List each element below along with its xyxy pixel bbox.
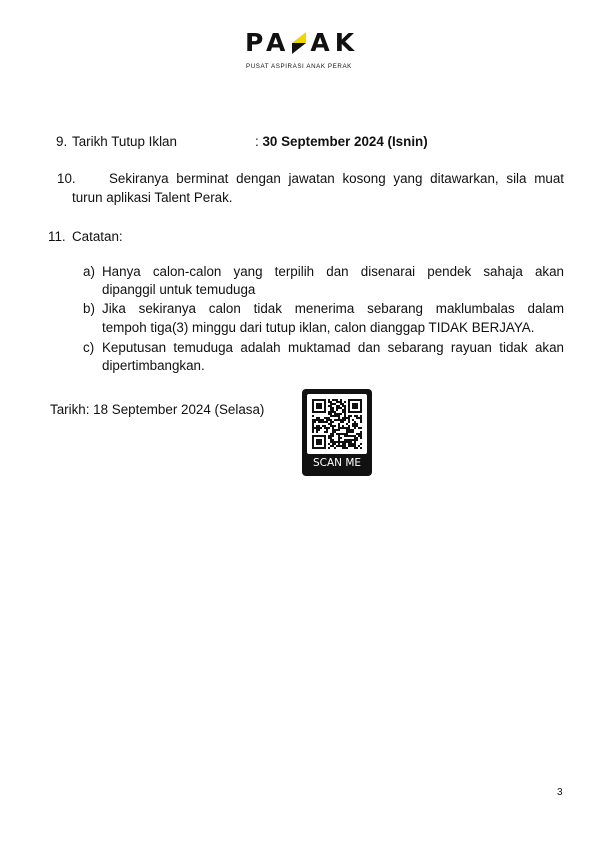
note-a-line1: Hanya calon-calon yang terpilih dan disenarai pendek sahaja akan — [102, 264, 564, 279]
date-line: Tarikh: 18 September 2024 (Selasa) — [50, 402, 265, 417]
item-10-line2: turun aplikasi Talent Perak. — [72, 190, 233, 205]
item-10-line1: Sekiranya berminat dengan jawatan kosong yang ditawarkan, sila muat — [109, 171, 564, 186]
pasak-logo — [245, 26, 365, 74]
item-9-number: 9. — [56, 134, 68, 149]
closing-date: 30 September 2024 (Isnin) — [262, 134, 428, 149]
value-prefix: : — [255, 134, 263, 149]
item-11-label: Catatan: — [72, 229, 123, 244]
scan-me-label: SCAN ME — [312, 457, 362, 469]
qr-pattern-icon — [312, 399, 362, 449]
note-c-line1: Keputusan temuduga adalah muktamad dan sebarang rayuan tidak akan — [102, 340, 564, 355]
logo-tagline: PUSAT ASPIRASI ANAK PERAK — [246, 63, 352, 70]
note-a-marker: a) — [83, 264, 95, 279]
logo-wordmark: PA AK — [245, 28, 360, 57]
note-a-line2: dipanggil untuk temuduga — [102, 282, 256, 297]
note-c-marker: c) — [83, 340, 95, 355]
page-number: 3 — [557, 787, 563, 798]
note-b-line2: tempoh tiga(3) minggu dari tutup iklan, calon dianggap TIDAK BERJAYA. — [102, 320, 535, 335]
qr-code[interactable] — [302, 389, 372, 476]
item-9-label: Tarikh Tutup Iklan — [72, 134, 177, 149]
item-10-number: 10. — [57, 171, 76, 186]
item-11-number: 11. — [48, 229, 66, 244]
note-b-line1: Jika sekiranya calon tidak menerima sebarang maklumbalas dalam — [102, 301, 564, 316]
item-9-value — [255, 134, 428, 149]
note-b-marker: b) — [83, 301, 95, 316]
note-c-line2: dipertimbangkan. — [102, 358, 205, 373]
